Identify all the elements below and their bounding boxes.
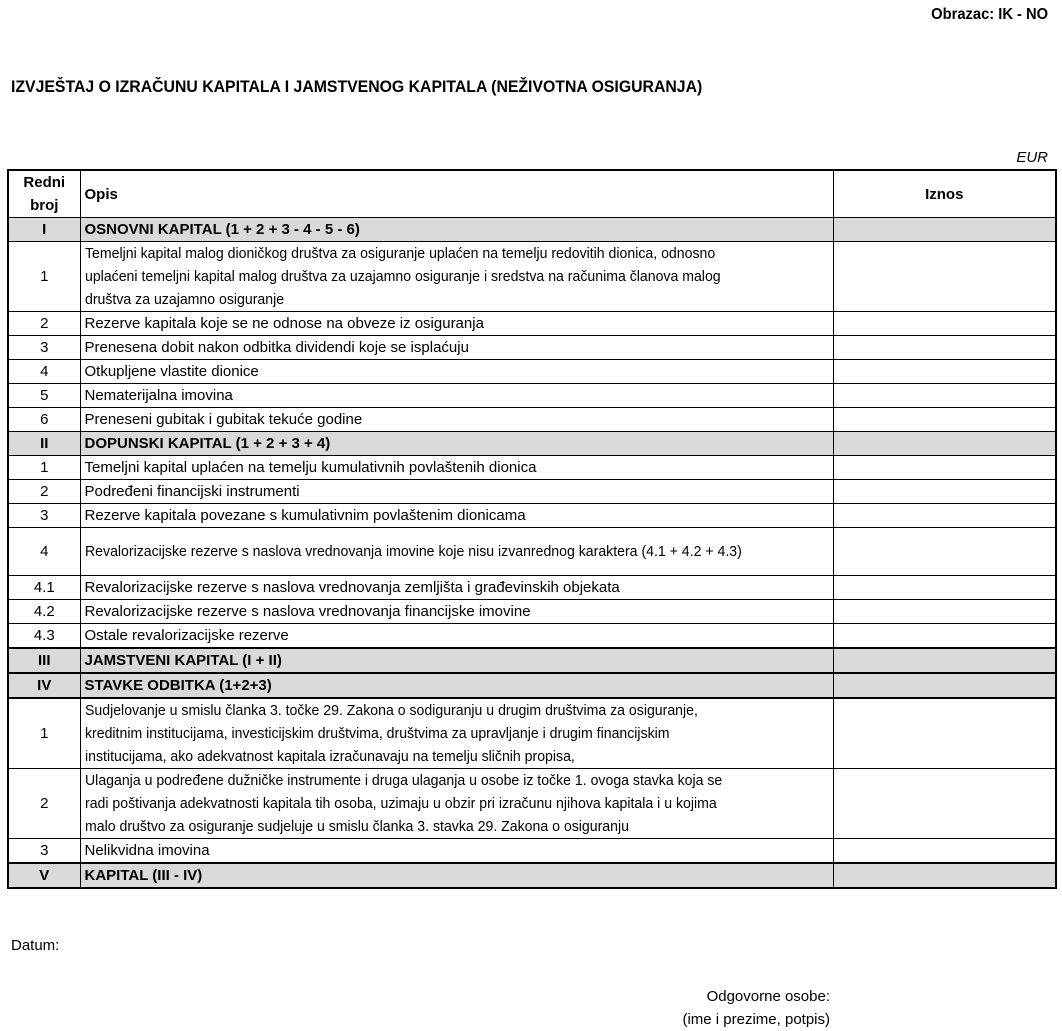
row-amount-cell[interactable] [833,384,1056,408]
row-description: Rezerve kapitala povezane s kumulativnim povlaštenim dionicama [80,504,833,528]
table-row [8,456,1056,480]
row-number: 3 [8,839,80,864]
row-amount-cell[interactable] [833,312,1056,336]
row-number: II [8,432,80,456]
table-header-row [8,170,1056,218]
row-description: OSNOVNI KAPITAL (1 + 2 + 3 - 4 - 5 - 6) [80,218,833,242]
column-header-number: Redni broj [8,170,80,218]
row-amount-cell[interactable] [833,242,1056,312]
responsible-label: Odgovorne osobe: [706,988,830,1005]
row-amount-cell[interactable] [833,504,1056,528]
row-number: 4.1 [8,576,80,600]
row-description: Preneseni gubitak i gubitak tekuće godine [80,408,833,432]
table-row [8,242,1056,312]
row-description-line: Ulaganja u podređene dužničke instrumente i druga ulaganja u osobe iz točke 1. ovoga stavka koja se [84,772,722,789]
table-row [8,576,1056,600]
row-number: 6 [8,408,80,432]
row-amount-cell[interactable] [833,336,1056,360]
row-description: JAMSTVENI KAPITAL (I + II) [80,648,833,673]
table-row [8,312,1056,336]
table-row [8,769,1056,839]
table-row [8,408,1056,432]
row-amount-cell[interactable] [833,769,1056,839]
row-number: 4.2 [8,600,80,624]
column-header-description: Opis [80,170,833,218]
row-number: 4 [8,360,80,384]
row-amount-cell[interactable] [833,528,1056,576]
currency-label: EUR [1016,149,1048,166]
table-row [8,336,1056,360]
row-number: 3 [8,336,80,360]
form-code: Obrazac: IK - NO [931,6,1048,23]
table-row-section-v [8,863,1056,888]
row-amount-cell[interactable] [833,480,1056,504]
table-row [8,384,1056,408]
report-title: IZVJEŠTAJ O IZRAČUNU KAPITALA I JAMSTVENOG KAPITALA (NEŽIVOTNA OSIGURANJA) [11,77,703,96]
row-description: Nematerijalna imovina [80,384,833,408]
row-amount-cell[interactable] [833,576,1056,600]
row-amount-cell[interactable] [833,698,1056,769]
row-description [80,242,833,312]
row-amount-cell[interactable] [833,432,1056,456]
row-description: DOPUNSKI KAPITAL (1 + 2 + 3 + 4) [80,432,833,456]
row-description: STAVKE ODBITKA (1+2+3) [80,673,833,698]
column-header-amount: Iznos [833,170,1056,218]
row-description-text: Revalorizacijske rezerve s naslova vrednovanja imovine koje nisu izvanrednog karaktera (4.1 + 4.2 + 4.3) [84,543,742,560]
row-amount-cell[interactable] [833,408,1056,432]
row-amount-cell[interactable] [833,624,1056,649]
responsible-persons [682,985,830,1031]
row-number: I [8,218,80,242]
row-description-line: kreditnim institucijama, investicijskim društvima, društvima za upravljanje i drugim financijskim [84,725,670,742]
row-number: 4.3 [8,624,80,649]
row-amount-cell[interactable] [833,863,1056,888]
table-row-section-iv [8,673,1056,698]
row-number: 1 [8,456,80,480]
row-number: 3 [8,504,80,528]
row-description [80,698,833,769]
row-description-line: Sudjelovanje u smislu članka 3. točke 29. Zakona o sodiguranju u drugim društvima za osiguranje, [84,702,698,719]
row-description: Otkupljene vlastite dionice [80,360,833,384]
row-description: KAPITAL (III - IV) [80,863,833,888]
date-label: Datum: [11,937,60,954]
table-row-section-iii [8,648,1056,673]
table-row [8,360,1056,384]
row-number: IV [8,673,80,698]
row-description: Revalorizacijske rezerve s naslova vrednovanja financijske imovine [80,600,833,624]
row-description: Nelikvidna imovina [80,839,833,864]
row-number: 1 [8,698,80,769]
row-description: Revalorizacijske rezerve s naslova vrednovanja zemljišta i građevinskih objekata [80,576,833,600]
row-description-line: radi poštivanja adekvatnosti kapitala tih osoba, uzimaju u obzir pri izračunu njihova kapitala i u kojima [84,795,717,812]
row-description: Temeljni kapital uplaćen na temelju kumulativnih povlaštenih dionica [80,456,833,480]
row-description [80,528,833,576]
table-row [8,839,1056,864]
row-amount-cell[interactable] [833,218,1056,242]
row-number: 2 [8,480,80,504]
row-amount-cell[interactable] [833,839,1056,864]
row-amount-cell[interactable] [833,648,1056,673]
capital-report-table [7,169,1057,889]
row-description [80,769,833,839]
row-description: Rezerve kapitala koje se ne odnose na obveze iz osiguranja [80,312,833,336]
table-row-section-i [8,218,1056,242]
row-number: 2 [8,769,80,839]
table-row [8,698,1056,769]
table-row [8,504,1056,528]
row-description-line: uplaćeni temeljni kapital malog društva za uzajamno osiguranje i sredstva na računima članova malog [84,268,721,285]
row-description-line: Temeljni kapital malog dioničkog društva za osiguranje uplaćen na temelju redovitih dionica, odnosno [84,245,715,262]
row-number: 2 [8,312,80,336]
table-row [8,480,1056,504]
row-description: Podređeni financijski instrumenti [80,480,833,504]
row-number: III [8,648,80,673]
table-row [8,624,1056,649]
row-description-line: društva za uzajamno osiguranje [84,291,284,308]
table-row [8,528,1056,576]
row-description: Prenesena dobit nakon odbitka dividendi koje se isplaćuju [80,336,833,360]
row-number: V [8,863,80,888]
row-number: 4 [8,528,80,576]
row-amount-cell[interactable] [833,456,1056,480]
table-row [8,600,1056,624]
table-row-section-ii [8,432,1056,456]
row-amount-cell[interactable] [833,360,1056,384]
row-description: Ostale revalorizacijske rezerve [80,624,833,649]
row-description-line: institucijama, ako adekvatnost kapitala izračunavaju na temelju sličnih propisa, [84,748,575,765]
row-amount-cell[interactable] [833,600,1056,624]
row-description-line: malo društvo za osiguranje sudjeluje u smislu članka 3. stavka 29. Zakona o osiguranju [84,818,629,835]
responsible-hint: (ime i prezime, potpis) [682,1011,830,1028]
row-number: 1 [8,242,80,312]
row-number: 5 [8,384,80,408]
row-amount-cell[interactable] [833,673,1056,698]
